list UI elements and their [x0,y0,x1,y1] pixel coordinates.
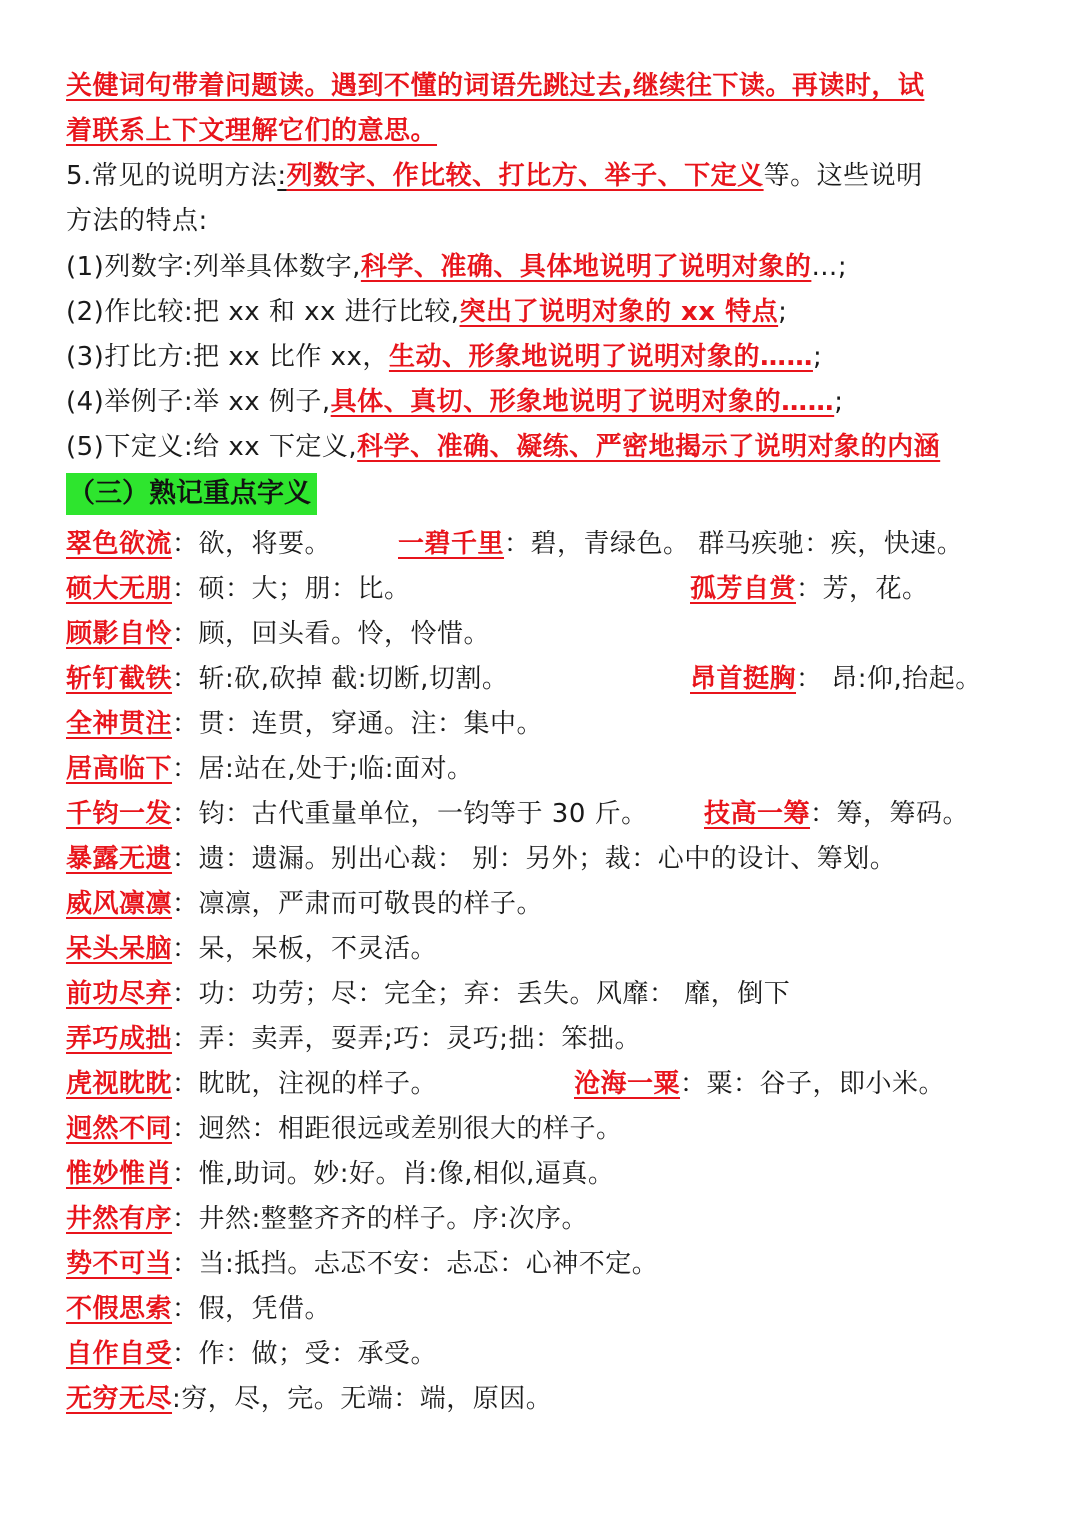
idiom-definition: ：遗：遗漏。别出心裁： 别：另外；裁：心中的设计、筹划。 [172,844,897,874]
idiom-definition: ：井然:整整齐齐的样子。序:次序。 [172,1204,589,1234]
idiom-term: 沧海一粟 [574,1069,681,1099]
idiom-term: 势不可当 [66,1249,173,1279]
methods-title-line-2 [66,204,208,238]
methods-list: 列数字、作比较、打比方、举子、下定义 [286,161,764,191]
idiom-term: 居高临下 [66,754,173,784]
idiom-definition: ：作：做；受：承受。 [172,1339,438,1369]
section-heading: （三）熟记重点字义 [66,473,317,515]
method-label: (5)下定义:给 xx 下定义, [66,432,358,462]
idiom-definition: ：惟,助词。妙:好。肖:像,相似,逼真。 [172,1159,615,1189]
method-tail: ; [778,297,788,327]
entry-row-6 [66,752,474,786]
method-effect: 突出了说明对象的 xx 特点 [459,297,779,327]
method-effect: 具体、真切、形象地说明了说明对象的…… [330,387,835,417]
idiom-definition: ：居:站在,处于;临:面对。 [172,754,474,784]
intro-line-1 [66,69,924,103]
intro-text-2: 着联系上下文理解它们的意思。 [66,116,438,146]
method-tail: ; [812,342,823,372]
idiom-definition: ：筹，筹码。 [810,799,970,829]
idiom-definition: ：贯：连贯，穿通。注：集中。 [172,709,544,739]
entry-row-7 [66,797,970,831]
method-tail: ; [834,387,844,417]
idiom-term: 全神贯注 [66,709,173,739]
method-tail: …; [811,252,848,282]
entry-row-14 [66,1112,623,1146]
idiom-definition: :穷，尽，完。无端：端，原因。 [172,1384,553,1414]
idiom-term: 井然有序 [66,1204,173,1234]
idiom-definition: ：迥然：相距很远或差别很大的样子。 [172,1114,623,1144]
idiom-term: 迥然不同 [66,1114,173,1144]
idiom-term: 暴露无遗 [66,844,173,874]
idiom-definition: ： 昂:仰,抬起。 [796,664,982,694]
entry-row-20 [66,1382,552,1416]
idiom-term: 前功尽弃 [66,979,173,1009]
idiom-term: 惟妙惟肖 [66,1159,173,1189]
methods-title-line2-text: 方法的特点: [66,206,208,236]
idiom-definition: ：斩:砍,砍掉 截:切断,切割。 [172,664,509,694]
idiom-term: 威风凛凛 [66,889,173,919]
idiom-term: 一碧千里 [398,529,505,559]
idiom-term: 呆头呆脑 [66,934,173,964]
idiom-definition: ：芳，花。 [796,574,929,604]
entry-row-4 [66,662,982,696]
method-effect: 生动、形象地说明了说明对象的…… [388,342,813,372]
entry-row-8 [66,842,896,876]
method-item-3 [66,340,822,374]
idiom-term: 弄巧成拙 [66,1024,173,1054]
entry-row-2 [66,572,929,606]
idiom-definition: ：凛凛，严肃而可敬畏的样子。 [172,889,544,919]
method-label: (3)打比方:把 xx 比作 xx， [66,342,389,372]
idiom-term: 翠色欲流 [66,529,173,559]
idiom-term: 不假思索 [66,1294,173,1324]
intro-line-2 [66,114,437,148]
entry-row-11 [66,977,790,1011]
idiom-definition: ：当:抵挡。忐忑不安：忐忑：心神不定。 [172,1249,659,1279]
entry-row-9 [66,887,543,921]
idiom-definition: ：弄：卖弄，耍弄;巧：灵巧;拙：笨拙。 [172,1024,642,1054]
idiom-definition: ：顾，回头看。怜，怜惜。 [172,619,491,649]
idiom-term: 虎视眈眈 [66,1069,173,1099]
idiom-term: 无穷无尽 [66,1384,173,1414]
idiom-definition: ：假，凭借。 [172,1294,332,1324]
idiom-term: 硕大无朋 [66,574,173,604]
entry-row-15 [66,1157,614,1191]
methods-title-colon: : [277,161,287,191]
methods-title [66,159,923,193]
method-item-5 [66,430,940,464]
idiom-definition: ：钧：古代重量单位，一钧等于 30 斤。 [172,799,648,829]
entry-row-13 [66,1067,946,1101]
idiom-term: 顾影自怜 [66,619,173,649]
entry-row-3 [66,617,490,651]
entry-row-18 [66,1292,331,1326]
entry-row-12 [66,1022,641,1056]
idiom-definition: ：硕：大；朋：比。 [172,574,411,604]
entry-row-5 [66,707,543,741]
idiom-definition: ：碧，青绿色。 群马疾驰：疾，快速。 [504,529,964,559]
idiom-term: 自作自受 [66,1339,173,1369]
method-effect: 科学、准确、具体地说明了说明对象的 [360,252,812,282]
idiom-definition: ：功：功劳；尽：完全；弃：丢失。风靡： 靡，倒下 [172,979,791,1009]
intro-text-1: 关健词句带着问题读。遇到不懂的词语先跳过去,继续往下读。再读时，试 [66,71,925,101]
idiom-term: 斩钉截铁 [66,664,173,694]
method-item-4 [66,385,843,419]
methods-title-suffix: 等。这些说明 [763,161,923,191]
idiom-definition: ：粟：谷子，即小米。 [680,1069,946,1099]
method-effect: 科学、准确、凝练、严密地揭示了说明对象的内涵 [357,432,941,462]
entry-row-1 [66,527,964,561]
idiom-definition: ：欲，将要。 [172,529,332,559]
method-item-2 [66,295,787,329]
entry-row-17 [66,1247,658,1281]
entry-row-10 [66,932,437,966]
idiom-term: 技高一筹 [704,799,811,829]
methods-title-prefix: 5.常见的说明方法 [66,161,278,191]
idiom-term: 孤芳自赏 [690,574,797,604]
method-label: (4)举例子:举 xx 例子, [66,387,331,417]
entry-row-19 [66,1337,437,1371]
method-item-1 [66,250,847,284]
entry-row-16 [66,1202,588,1236]
idiom-term: 千钧一发 [66,799,173,829]
method-label: (2)作比较:把 xx 和 xx 进行比较, [66,297,460,327]
idiom-definition: ：眈眈，注视的样子。 [172,1069,438,1099]
idiom-term: 昂首挺胸 [690,664,797,694]
method-label: (1)列数字:列举具体数字, [66,252,361,282]
idiom-definition: ：呆，呆板，不灵活。 [172,934,438,964]
